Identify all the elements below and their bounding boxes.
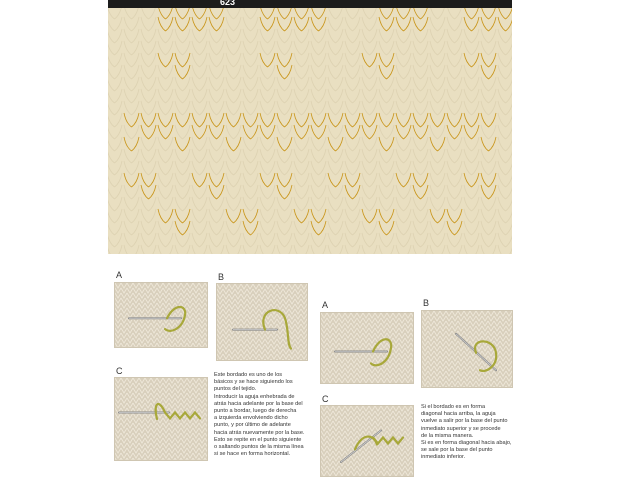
diagram-b-left <box>216 283 308 361</box>
diagram-a-right <box>320 312 414 384</box>
diagram-label-b-right: B <box>423 298 430 308</box>
knit-photo-image <box>108 8 512 254</box>
diagram-label-a-right: A <box>322 300 329 310</box>
faded-text <box>452 274 510 302</box>
diagram-a-right-image <box>321 313 413 383</box>
diagram-c-left <box>114 377 208 461</box>
diagram-b-left-image <box>217 284 307 360</box>
diagram-a-left <box>114 282 208 348</box>
instructions-left: Este bordado es uno de los básicos y se hace siguiendo los puntos del tejido. Introducir la aguja enhebrada de atrás hacia adelante por la base del punto a bordar, luego de derecha a izquierda envolviendo dicho punto, y por último de adelante hacia atrás nuevamente por la base. Esto se repite en el punto siguiente o saltando puntos de la misma línea si se hace en forma horizontal. <box>214 372 305 458</box>
diagram-c-left-image <box>115 378 207 460</box>
page-number: 623 <box>220 0 236 7</box>
instructions-right: Si el bordado es en forma diagonal hacia arriba, la aguja vuelve a salir por la base del punto inmediato superior y se procede de la misma manera. Si es en forma diagonal hacia abajo, se sale por la base del punto inmediato inferior. <box>421 404 512 461</box>
diagram-label-c-right: C <box>322 394 329 404</box>
diagram-label-b-left: B <box>218 272 225 282</box>
diagram-b-right-image <box>422 311 512 387</box>
diagram-label-c-left: C <box>116 366 123 376</box>
top-bar <box>108 0 512 8</box>
diagram-label-a-left: A <box>116 270 123 280</box>
diagram-c-right-image <box>321 406 413 476</box>
diagram-a-left-image <box>115 283 207 347</box>
diagram-b-right <box>421 310 513 388</box>
knit-photo <box>108 8 512 254</box>
diagram-c-right <box>320 405 414 477</box>
